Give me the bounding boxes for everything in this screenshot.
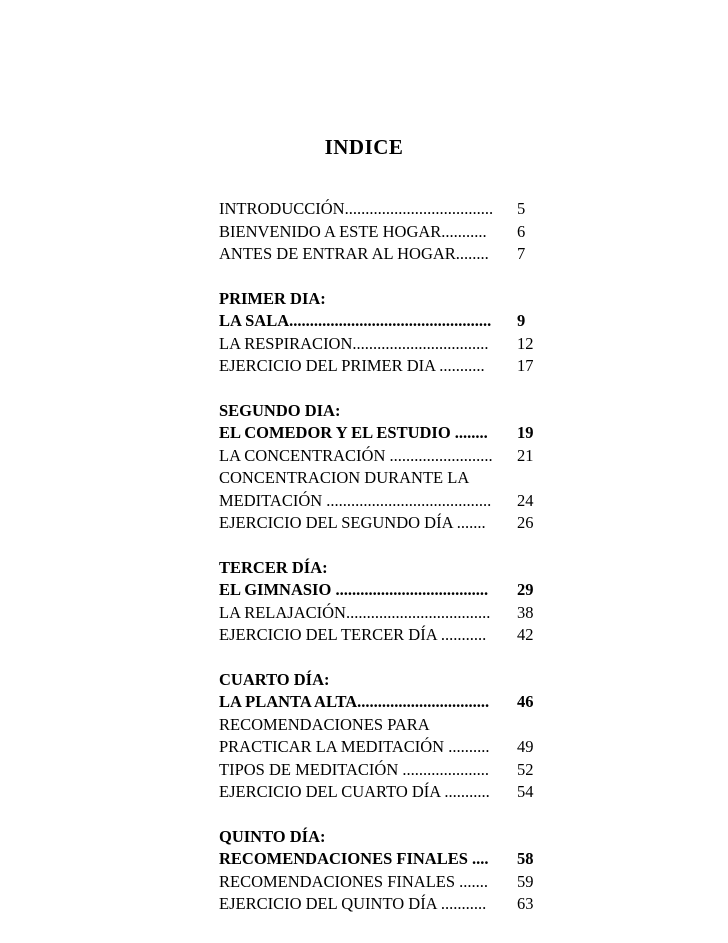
toc-entry-title: RECOMENDACIONES FINALES .... (219, 849, 489, 868)
toc-page-number: 59 (517, 871, 534, 891)
toc-page-number: 19 (517, 423, 534, 442)
toc-page-number: 54 (517, 782, 534, 801)
toc-entry (219, 221, 549, 244)
toc-entry-title: LA CONCENTRACIÓN ......................... (219, 445, 493, 465)
toc-entry (219, 490, 549, 513)
toc-page-number (517, 467, 547, 490)
section-heading: SEGUNDO DIA: (219, 400, 341, 420)
toc-page-number: 63 (517, 894, 534, 913)
toc-entry-title: ANTES DE ENTRAR AL HOGAR........ (219, 244, 489, 263)
toc-entry (219, 445, 549, 468)
toc-page-number: 7 (517, 244, 526, 263)
page-title: INDICE (324, 135, 404, 159)
toc-page-number (517, 714, 547, 737)
toc-page-number: 26 (517, 513, 534, 532)
toc-page-number: 5 (517, 199, 526, 218)
toc-entry (219, 310, 549, 333)
toc-page-number: 21 (517, 445, 534, 465)
toc-entry (219, 602, 549, 625)
toc-entry (219, 355, 549, 378)
toc-entry-title: EJERCICIO DEL SEGUNDO DÍA ....... (219, 513, 486, 532)
toc-page-number: 38 (517, 602, 534, 622)
toc-entry-title: RECOMENDACIONES PARA (219, 714, 430, 734)
toc-page-number: 42 (517, 625, 534, 644)
toc-entry (219, 781, 549, 804)
toc-entry-title: TIPOS DE MEDITACIÓN ..................... (219, 759, 490, 779)
toc-entry (219, 624, 549, 647)
toc-entry-title: LA RESPIRACION................................. (219, 333, 489, 353)
toc-entry (219, 893, 549, 916)
section-heading: PRIMER DIA: (219, 288, 326, 308)
toc-entry-title: INTRODUCCIÓN.................................... (219, 199, 494, 218)
toc-page-number: 46 (517, 692, 534, 711)
toc-entry-title: BIENVENIDO A ESTE HOGAR........... (219, 221, 487, 241)
toc-entry-title: EJERCICIO DEL QUINTO DÍA ........... (219, 894, 487, 913)
toc-entry-title: LA RELAJACIÓN................................... (219, 602, 491, 622)
toc-entry (219, 243, 549, 266)
toc-entry (219, 198, 549, 221)
toc-entry (219, 333, 549, 356)
toc-entry-title: EJERCICIO DEL TERCER DÍA ........... (219, 625, 487, 644)
toc-entry-title: CONCENTRACION DURANTE LA (219, 468, 470, 487)
toc-entry-title: LA SALA................................................. (219, 311, 492, 330)
toc-entry-title: EJERCICIO DEL PRIMER DIA ........... (219, 356, 485, 375)
toc-page-number: 49 (517, 737, 534, 756)
toc-page-number: 6 (517, 221, 526, 241)
section-heading: TERCER DÍA: (219, 557, 328, 577)
toc-page-number: 24 (517, 490, 534, 510)
table-of-contents (219, 198, 549, 916)
toc-entry-title: EJERCICIO DEL CUARTO DÍA ........... (219, 782, 490, 801)
toc-entry-title: LA PLANTA ALTA................................ (219, 692, 490, 711)
toc-entry-title: RECOMENDACIONES FINALES ....... (219, 871, 489, 891)
section-heading: QUINTO DÍA: (219, 826, 326, 846)
toc-entry (219, 736, 549, 759)
section-heading: CUARTO DÍA: (219, 669, 330, 689)
toc-entry (219, 512, 549, 535)
toc-entry (219, 871, 549, 894)
toc-entry (219, 848, 549, 871)
toc-entry-title: PRACTICAR LA MEDITACIÓN .......... (219, 737, 490, 756)
toc-entry (219, 467, 549, 490)
toc-page-number: 9 (517, 311, 526, 330)
toc-page-number: 17 (517, 356, 534, 375)
toc-entry (219, 691, 549, 714)
toc-entry-title: MEDITACIÓN ........................................ (219, 490, 492, 510)
toc-entry (219, 422, 549, 445)
toc-page-number: 29 (517, 580, 534, 599)
toc-page-number: 58 (517, 849, 534, 868)
toc-entry-title: EL COMEDOR Y EL ESTUDIO ........ (219, 423, 488, 442)
toc-entry (219, 579, 549, 602)
toc-page-number: 12 (517, 333, 534, 353)
toc-entry (219, 714, 549, 737)
toc-entry (219, 759, 549, 782)
toc-page-number: 52 (517, 759, 534, 779)
toc-entry-title: EL GIMNASIO ..................................... (219, 580, 489, 599)
